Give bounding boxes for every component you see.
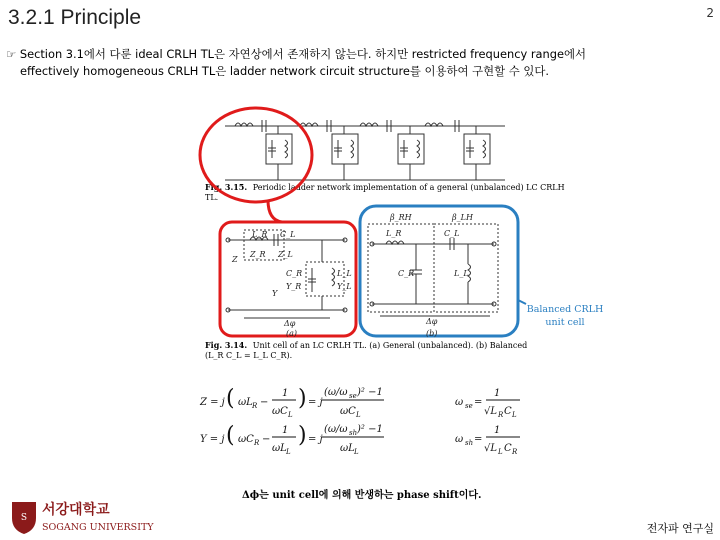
phase-shift-note: Δϕ는 unit cell에 의해 반생하는 phase shift이다. bbox=[242, 490, 482, 501]
svg-text:C: C bbox=[504, 406, 512, 417]
svg-text:Δφ: Δφ bbox=[284, 319, 296, 328]
svg-text:ω: ω bbox=[455, 434, 464, 445]
svg-text:L: L bbox=[286, 448, 291, 456]
svg-text:se: se bbox=[465, 402, 473, 410]
svg-text:β_RH: β_RH bbox=[390, 213, 412, 222]
impedance-equations bbox=[199, 386, 520, 456]
svg-text:C_L: C_L bbox=[280, 230, 296, 239]
svg-text:L_L: L_L bbox=[454, 269, 469, 278]
callout-line1: Balanced CRLH bbox=[526, 304, 604, 315]
fig315-caption-line2: TL. bbox=[205, 193, 219, 202]
page-number: 2 bbox=[706, 6, 714, 20]
svg-text:(: ( bbox=[226, 423, 235, 448]
svg-text:= j: = j bbox=[308, 397, 323, 408]
svg-text:(: ( bbox=[226, 386, 235, 411]
svg-text:Z_L: Z_L bbox=[278, 250, 293, 259]
svg-text:L: L bbox=[356, 411, 361, 419]
svg-text:Δφ: Δφ bbox=[426, 317, 438, 326]
svg-text:se: se bbox=[349, 392, 357, 400]
logo-graphic bbox=[10, 496, 154, 536]
svg-text:Y: Y bbox=[272, 289, 278, 298]
bullet-line2: effectively homogeneous CRLH TL은 ladder network circuit structure를 이용하여 구현할 수 있다. bbox=[20, 64, 550, 78]
svg-text:Z: Z bbox=[232, 255, 238, 264]
svg-text:Y_L: Y_L bbox=[337, 282, 352, 291]
svg-text:sh: sh bbox=[465, 439, 474, 447]
svg-text:1: 1 bbox=[282, 388, 289, 399]
svg-text:1: 1 bbox=[282, 425, 289, 436]
svg-text:√L: √L bbox=[484, 443, 498, 454]
svg-text:1: 1 bbox=[494, 388, 501, 399]
bullet-icon: ☞ bbox=[6, 47, 17, 61]
svg-text:C_L: C_L bbox=[444, 229, 460, 238]
svg-text:L: L bbox=[498, 448, 503, 456]
svg-text:Z = j: Z = j bbox=[200, 397, 225, 408]
svg-text:R: R bbox=[512, 448, 518, 456]
svg-text:(a): (a) bbox=[286, 329, 298, 338]
university-logo bbox=[10, 496, 154, 536]
svg-text:)² −1: )² −1 bbox=[357, 387, 383, 398]
fig314-caption: Fig. 3.14. Unit cell of an LC CRLH TL. (a) General (unbalanced). (b) Balanced bbox=[205, 340, 528, 350]
slide-title: 3.2.1 Principle bbox=[8, 6, 142, 29]
fig314-caption-line2: (L_R C_L = L_L C_R). bbox=[205, 351, 293, 360]
svg-text:C: C bbox=[504, 443, 512, 454]
svg-text:Y = j: Y = j bbox=[200, 434, 225, 445]
svg-text:S: S bbox=[20, 513, 28, 523]
svg-text:−: − bbox=[262, 434, 271, 445]
svg-text:R: R bbox=[498, 411, 504, 419]
svg-text:ωL: ωL bbox=[340, 443, 355, 454]
bullet-line1: Section 3.1에서 다룬 ideal CRLH TL은 자연상에서 존재하지 않는다. 하지만 restricted frequency range에서 bbox=[19, 47, 586, 61]
svg-text:Z_R: Z_R bbox=[250, 250, 266, 259]
svg-text:ω: ω bbox=[455, 397, 464, 408]
highlight-arrow bbox=[268, 200, 282, 222]
callout-line2: unit cell bbox=[545, 317, 585, 328]
svg-text:=: = bbox=[474, 434, 483, 445]
svg-text:C_R: C_R bbox=[398, 269, 415, 278]
svg-text:Y_R: Y_R bbox=[286, 282, 302, 291]
svg-text:L: L bbox=[288, 411, 293, 419]
general-cell-labels bbox=[231, 230, 352, 338]
svg-text:L_R: L_R bbox=[386, 229, 402, 238]
svg-text:): ) bbox=[298, 423, 307, 448]
svg-text:√L: √L bbox=[484, 406, 498, 417]
svg-text:L: L bbox=[354, 448, 359, 456]
svg-text:R: R bbox=[254, 439, 260, 447]
svg-text:β_LH: β_LH bbox=[452, 213, 473, 222]
svg-text:sh: sh bbox=[349, 429, 358, 437]
svg-text:= j: = j bbox=[308, 434, 323, 445]
svg-text:ωC: ωC bbox=[238, 434, 254, 445]
svg-text:ωC: ωC bbox=[340, 406, 356, 417]
svg-text:L: L bbox=[512, 411, 517, 419]
svg-text:C_R: C_R bbox=[286, 269, 303, 278]
svg-text:=: = bbox=[474, 397, 483, 408]
svg-text:−: − bbox=[260, 397, 269, 408]
ladder-network-diagram bbox=[225, 120, 505, 180]
svg-text:1: 1 bbox=[494, 425, 501, 436]
svg-text:(ω/ω: (ω/ω bbox=[324, 424, 348, 435]
balanced-cell-labels bbox=[385, 213, 474, 338]
svg-text:ωC: ωC bbox=[272, 406, 288, 417]
svg-text:ωL: ωL bbox=[238, 397, 253, 408]
svg-text:L_R: L_R bbox=[252, 230, 268, 239]
svg-text:)² −1: )² −1 bbox=[357, 424, 383, 435]
svg-text:SOGANG UNIVERSITY: SOGANG UNIVERSITY bbox=[42, 522, 154, 533]
fig315-caption: Fig. 3.15. Periodic ladder network implementation of a general (unbalanced) LC CRLH bbox=[205, 182, 565, 192]
svg-text:(b): (b) bbox=[426, 329, 438, 338]
svg-text:): ) bbox=[298, 386, 307, 411]
svg-text:서강대학교: 서강대학교 bbox=[42, 502, 110, 518]
lab-name: 전자파 연구실 bbox=[646, 522, 714, 535]
svg-text:ωL: ωL bbox=[272, 443, 287, 454]
svg-text:R: R bbox=[252, 402, 258, 410]
svg-text:(ω/ω: (ω/ω bbox=[324, 387, 348, 398]
svg-text:L_L: L_L bbox=[337, 269, 352, 278]
